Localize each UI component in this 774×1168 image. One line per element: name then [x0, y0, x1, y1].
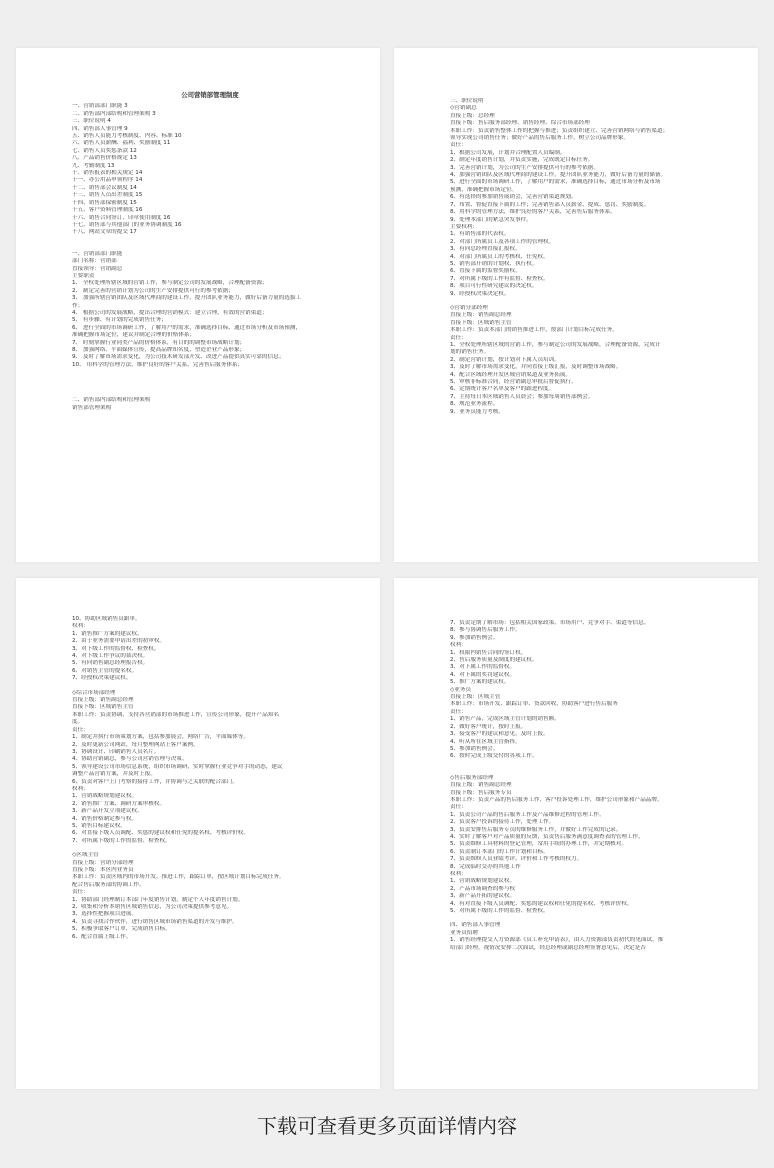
text-line: 9、业务员能力考核。	[450, 408, 504, 415]
text-line: 2、负责客户投诉的接待工作，处理工作。	[450, 819, 555, 826]
document-page-3	[16, 578, 380, 1089]
text-line: 2、售后服务质量及制度的建议权。	[450, 657, 538, 664]
text-line: 5、对所属下级的工作的监督、检查权。	[450, 908, 549, 915]
text-line: 直接上级：区域主管	[450, 694, 501, 701]
text-line: 7、主持每日本区域销售人员晨会；参加每周销售部例会。	[450, 393, 594, 400]
text-line: 十三、销售人员出差制度 15	[72, 192, 143, 199]
text-line: 业务员招聘	[450, 929, 478, 936]
document-page-2	[394, 48, 758, 562]
text-line: 本职工作：市场开发、跟踪订单、货款回收，协助客户进行售后服务	[450, 701, 618, 708]
text-line: 7、 时刻掌握行业同类产品的价格体系，有目的的调整市场战略计划；	[72, 339, 246, 346]
text-line: 四、销售部人事管理 9	[72, 125, 128, 132]
text-line: 1、有销售部的代表权。	[450, 231, 510, 238]
text-line: 七、销售人员奖惩条款 12	[72, 147, 137, 154]
text-line: ◇综合市场部经理	[72, 689, 116, 696]
text-line: 3、选择性把握项目进展。	[72, 911, 138, 918]
text-line: 直接上级：营销分部经理	[72, 859, 134, 866]
text-line: 1、负责公司产品的售后服务工作及产品维修过程的管理工作。	[450, 811, 605, 818]
text-line: 4、实时了解客户对产品质量的反馈，负责售后服务满意度调查表的管理工作。	[450, 833, 644, 840]
text-line: 6、负责制订本部门的工作计划和目标。	[450, 848, 549, 855]
text-line: 责任：	[450, 142, 467, 149]
text-line: 责任：	[450, 804, 467, 811]
text-line: 7、布置、督促直接下属的工作；完善销售部人员薪金、提成、惩罚、奖励制度。	[450, 201, 650, 208]
blank-line	[72, 244, 348, 251]
text-line: 责任：	[72, 889, 89, 896]
text-line: 本职工作：负责区域内的市场开发、推进工作，跟踪订单，按区域计划目标完成任务。	[72, 874, 285, 881]
text-line: 直接上级：销售副总经理	[450, 312, 512, 319]
text-line: 5、参加销售例会。	[450, 745, 499, 752]
text-line: 4、配合区域经理开发区域营销渠道及业务拓展。	[450, 371, 572, 378]
download-more-caption: 下载可查看更多页面详情内容	[257, 1114, 517, 1138]
text-line: 7、负责维修人员业绩考评、评价和工作考核的权力。	[450, 856, 583, 863]
text-line: 1、制定并执行市场策划方案，包括参加展会，网络广告，平面媒体等。	[72, 734, 249, 741]
text-line: 准确把握市场定位，建议并制定合理的价格体系；	[72, 332, 196, 339]
text-line: 9、处理本部门的紧急突发事件。	[450, 216, 532, 223]
text-line: 2、做好客户统计，按时上报。	[450, 723, 527, 730]
text-line: 3、完善营销计划，为公司的生产安排提供可行的参考依据。	[450, 164, 599, 171]
text-line: 6、按时完成上级交付的各项工作。	[450, 753, 538, 760]
text-line: 八、产品销售价格规定 13	[72, 155, 137, 162]
text-line: ◇营销分部经理	[450, 304, 488, 311]
text-line: 3、有向总经理直接汇报权。	[450, 246, 521, 253]
text-line: 3、负责安排售后服务专员的维修服务工作，并做好工作完成的记录。	[450, 826, 622, 833]
text-line: 六、销售人员薪酬、福利、奖励制度 11	[72, 140, 171, 147]
document-title: 公司营销部管理制度	[181, 91, 239, 99]
blank-line	[72, 845, 348, 852]
text-line: 十六、销售合同签订、印章使用制度 16	[72, 214, 171, 221]
blank-line	[450, 298, 726, 305]
text-line: 权利：	[72, 623, 89, 630]
text-line: 4、 根据公司的发展战略，提出合理的营销模式：建立合理、有效的营销渠道；	[72, 309, 268, 316]
text-line: 十二、销售部会议制度 14	[72, 184, 137, 191]
text-line: 4、对部门所属员工的考核权、任免权。	[450, 253, 549, 260]
text-line: 本职工作：负责本部门的销售推进工作，按部门计划目标完成任务。	[450, 327, 618, 334]
text-line: ◇区域主管	[72, 852, 99, 859]
text-line: 1、 全权处理所辖区域的营销工作，参与制定公司的发展战略，合理配备资源；	[72, 280, 268, 287]
text-line: 1、根据公司发展，计划并合理配置人员编制。	[450, 149, 566, 156]
text-line: 十五、客户资料管理制度 16	[72, 207, 143, 214]
blank-line	[72, 369, 348, 376]
page-text	[450, 620, 726, 952]
text-line: 10、协助区域销售员跟单。	[72, 616, 141, 622]
text-line: 十八、网站文章的提交 17	[72, 229, 137, 236]
blank-line	[72, 376, 348, 383]
text-line: 8、项目可行性研究建议的决定权。	[450, 283, 538, 290]
text-line: 三、职位说明 4	[72, 118, 111, 125]
text-line: 7、经授权决策建议权。	[72, 675, 132, 682]
blank-line	[72, 237, 348, 244]
document-page-4	[394, 578, 758, 1089]
text-line: 4、有对直接下级人员调配、奖惩的建议权和任免的提名权、考核评价权。	[450, 900, 633, 907]
text-line: 权利：	[450, 871, 467, 877]
text-line: 3、及时了解市场需求变化，并向直接上级汇报，及时调整市场战略。	[450, 364, 622, 371]
text-line: 直接下级：售后服务专员	[450, 789, 512, 796]
text-line: 本职工作：负责产品的售后服务工作，客户投诉处理工作，维护公司形象和产品品牌。	[450, 796, 663, 803]
blank-line	[450, 768, 726, 775]
text-line: 作；	[72, 302, 84, 309]
text-line: 主要职责	[72, 272, 95, 279]
text-line: 4、协助营销副总，参与公司营销管理与决策。	[72, 756, 188, 763]
text-line: 2、制定年度销售计划，并负责实施，完成既定目标任务。	[450, 157, 594, 164]
text-line: 6、有选择的参加销售展销会，完善营销渠道规划。	[450, 194, 577, 201]
text-line: 8、完成临时交办的其他工作	[450, 863, 521, 870]
text-line: 五、销售人员能力考核制度、内容、标准 10	[72, 133, 182, 140]
text-line: 2、由于业务需要申请出差的初审权。	[72, 638, 166, 645]
text-line: ◇业务员	[450, 686, 472, 693]
text-line: 5、推广方案的建议权。	[450, 679, 510, 686]
text-line: 6、定期统计客户名单及客户的跟进程度。	[450, 386, 555, 393]
text-line: 4、加强营销团队及区域代理商的建设工作，提升团队业务能力，做好后备力量的储备。	[450, 172, 667, 179]
text-line: 1、销售经理提交人力资源部《员工补充申请表》，由人力资源部负责初代的见面试，推	[450, 937, 664, 944]
text-line: 九、考勤制度 13	[72, 162, 115, 169]
text-line: 权利：	[72, 785, 89, 792]
text-line: 7、对所属下级的工作的监督、检查权。	[72, 837, 171, 844]
text-line: 主要权利：	[450, 223, 478, 230]
text-line: 4、听从所在区域主管指挥。	[450, 738, 521, 745]
text-line: 销售部管理架构	[72, 404, 112, 411]
text-line: 二、销售部内部结构和管理架构 3	[72, 110, 156, 117]
text-line: 6、负责对客户上门考察的接待工作，并协调与之关联的配合部门。	[72, 778, 238, 785]
text-line: ◇营销副总	[450, 105, 477, 112]
text-line: ◇售后服务部经理	[450, 774, 494, 781]
text-line: 划的销售任务。	[450, 349, 490, 356]
text-line: 度。	[72, 719, 84, 726]
text-line: 十七、销售部与其他部门的业务协调制度 16	[72, 221, 182, 228]
text-line: 10、 用科学的管理方法，维护良好的客户关系，完善售后服务体系；	[72, 361, 244, 368]
text-line: 责任：	[450, 334, 467, 341]
text-line: 一、营销部部门职能 3	[72, 103, 128, 110]
text-line: 直接下级：售后服务部经理、销售经理、综合市场部经理	[450, 120, 590, 127]
page-text	[72, 616, 348, 941]
text-line: 直接上级：总经理	[450, 112, 495, 119]
text-line: 直接上级：销售副总经理	[72, 697, 134, 704]
text-line: 3、 加强所辖营销团队及区域代理商的建设工作，提升团队业务能力，做好后备力量的选拔工	[72, 295, 302, 302]
text-line: 6、对销售主管的提名权。	[72, 667, 138, 674]
text-line: 给部门经理，视情况安排二次面试，经总经理或副总经理签署意见后，决定是否	[450, 944, 646, 951]
text-line: 1、协助部门经理制订本部门年度销售计划，制定个人年度销售计划。	[72, 896, 244, 903]
text-line: 1、销售推广方案的建议权。	[72, 630, 143, 637]
text-line: 3、新产品开拓的建议权。	[450, 893, 516, 900]
text-line: 领导实现公司销售任务；做好产品的售后服务工作，树立公司品牌形象。	[450, 135, 630, 142]
text-line: 7、负责定期了解市场：包括相关国家政策、市场用户、竞争对手、渠道等信息。	[450, 620, 650, 626]
text-line: 十一、办公用品申领程序 14	[72, 177, 143, 184]
text-line: 责任：	[72, 726, 89, 733]
text-line: 一、营销部部门职能	[72, 250, 123, 257]
text-line: 直接下级：区域销售主管	[72, 704, 134, 711]
text-line: 三、职位说明	[450, 98, 484, 104]
text-line: 8、规范业务流程。	[450, 401, 499, 408]
text-line: 5、审核非标准合同，经营销副总审批后督促执行。	[450, 379, 577, 386]
text-line: 5、销售目标建议权。	[72, 822, 126, 829]
text-line: 2、产品市场调查的参与权	[450, 885, 516, 892]
text-line: 9、 及时了解市场需求变化，为公司技术研发部开发、改进产品提供真实可靠的信息；	[72, 354, 285, 361]
text-line: 1、营销战略规划建议权。	[72, 793, 138, 800]
text-line: 四、销售部人事管理	[450, 922, 501, 929]
text-line: 5、销售部开销的计划权、执行权。	[450, 260, 538, 267]
text-line: 6、配合直属上级工作。	[72, 933, 132, 940]
text-line: 权利：	[450, 642, 467, 649]
text-line: 5、负责维修工具材料的登记管理，常用手续的办理工作，并定期核对。	[450, 841, 627, 848]
text-line: 1、销售产品，完成区域主管计划的销售额。	[450, 716, 560, 723]
text-line: 5、进行全面的市场调研工作，了解用户的需求，准确选择目标，通过市场分析及市场	[450, 179, 661, 186]
text-line: 4、对下属的奖罚建议权。	[450, 671, 516, 678]
text-line: 8、用科学的管理方法，维护良好的客户关系，完善售后服务体系。	[450, 209, 616, 216]
text-line: 6、 进行全面的市场调研工作，了解用户的需求，准确选择目标，通过市场分析及市场预测，	[72, 324, 302, 331]
text-line: 3、对下属工作的监督权。	[450, 664, 516, 671]
text-line: 2、及时更新公司网站，每月整理网站上客户案例。	[72, 741, 199, 748]
text-line: 十、销售报表的相关规定 14	[72, 170, 143, 177]
text-line: 4、销售价格制定参与权。	[72, 815, 138, 822]
document-page-1	[16, 48, 380, 562]
text-line: 8、 加强网络、平面媒体宣传，提高品牌知名度，塑造企业产品形象；	[72, 347, 246, 353]
text-line: 2、对部门所属员工及各项工作的管理权。	[450, 238, 555, 245]
text-line: 直接上级：销售副总经理	[450, 782, 512, 789]
text-line: 1、全权处理所辖区域的营销工作，参与制定公司的发展战略，合理配备资源，完成计	[450, 342, 661, 348]
text-line: 8、参与协调售后服务工作。	[450, 627, 521, 634]
text-line: 本职工作：负责协调、支持各营销部的市场推进工作，宣传公司形象，提升产品知名	[72, 711, 279, 718]
page-text	[72, 103, 348, 412]
text-line: 预测，准确把握市场定位。	[450, 186, 518, 193]
text-line: 6、直接下属的监督奖励权。	[450, 268, 521, 275]
text-line: 2、制定营销计划，按计划对下属人员培训。	[450, 356, 560, 363]
blank-line	[72, 390, 348, 397]
text-line: 调整产品营销方案，并及时上报。	[72, 771, 156, 778]
text-line: 3、接受客户的建议和意见，及时上报。	[450, 731, 549, 738]
text-line: 2、 制定完善的营销计划为公司的生产安排提供可行的参考依据；	[72, 287, 234, 294]
text-line: 直接领导：营销副总	[72, 265, 123, 272]
text-line: 3、对下级工作的监督权、检查权。	[72, 645, 160, 652]
text-line: 配合售后服务部的协调工作。	[72, 881, 145, 888]
text-line: 直接下级：本区内业务员	[72, 867, 134, 873]
blank-line	[72, 383, 348, 390]
text-line: 1、权限内销售合同的签订权。	[450, 649, 527, 656]
text-line: 2、收集和分析本销售区域销售信息，为公司决策提供参考意见。	[72, 904, 233, 911]
text-line: 责任：	[450, 708, 467, 715]
text-line: 4、对下级工作争议的裁决权。	[72, 653, 149, 660]
text-line: 直接下级：区域销售主管	[450, 319, 512, 326]
text-line: 本职工作：负责销售整体工作的把握与推进；负责组织建立、完善营销网络与销售渠道；	[450, 127, 669, 134]
text-line: 部门名称：营销部	[72, 258, 117, 265]
text-line: 3、协调设计、印刷销售人员名片。	[72, 748, 160, 755]
text-line: 二、销售部内部结构和管理架构	[72, 397, 151, 404]
blank-line	[72, 683, 348, 690]
text-line: 9、参加销售例会。	[450, 634, 499, 641]
text-line: 7、对所属下级的工作有监督、检查权。	[450, 275, 549, 282]
text-line: 6、对直接下级人员调配、奖惩的建议权和任免的提名权、考核评价权。	[72, 830, 249, 837]
page-text	[450, 98, 726, 416]
text-line: 5、领导建设公司市场信息系统，组织市场调研，实时掌握行业竞争对手的动态，建议	[72, 763, 283, 770]
text-line: 9、经授权决策决定权。	[450, 290, 510, 297]
text-line: 5、 有步骤、有计划的完成销售任务；	[72, 317, 167, 324]
blank-line	[450, 761, 726, 768]
text-line: 5、有向销售副总经理报告权。	[72, 660, 149, 667]
text-line: 4、负责寻找合作伙伴，进行销售区域市场销售渠道的开发与维护。	[72, 918, 238, 925]
blank-line	[450, 915, 726, 922]
text-line: 5、积极争取客户订单，完成销售目标。	[72, 926, 171, 933]
text-line: 3、新产品开发立项建议权。	[72, 808, 143, 815]
text-line: 2、销售推广方案、调研方案审核权。	[72, 800, 166, 807]
text-line: 十四、销售部保密制度 15	[72, 199, 137, 206]
text-line: 1、营销战略规划建议权。	[450, 878, 516, 885]
